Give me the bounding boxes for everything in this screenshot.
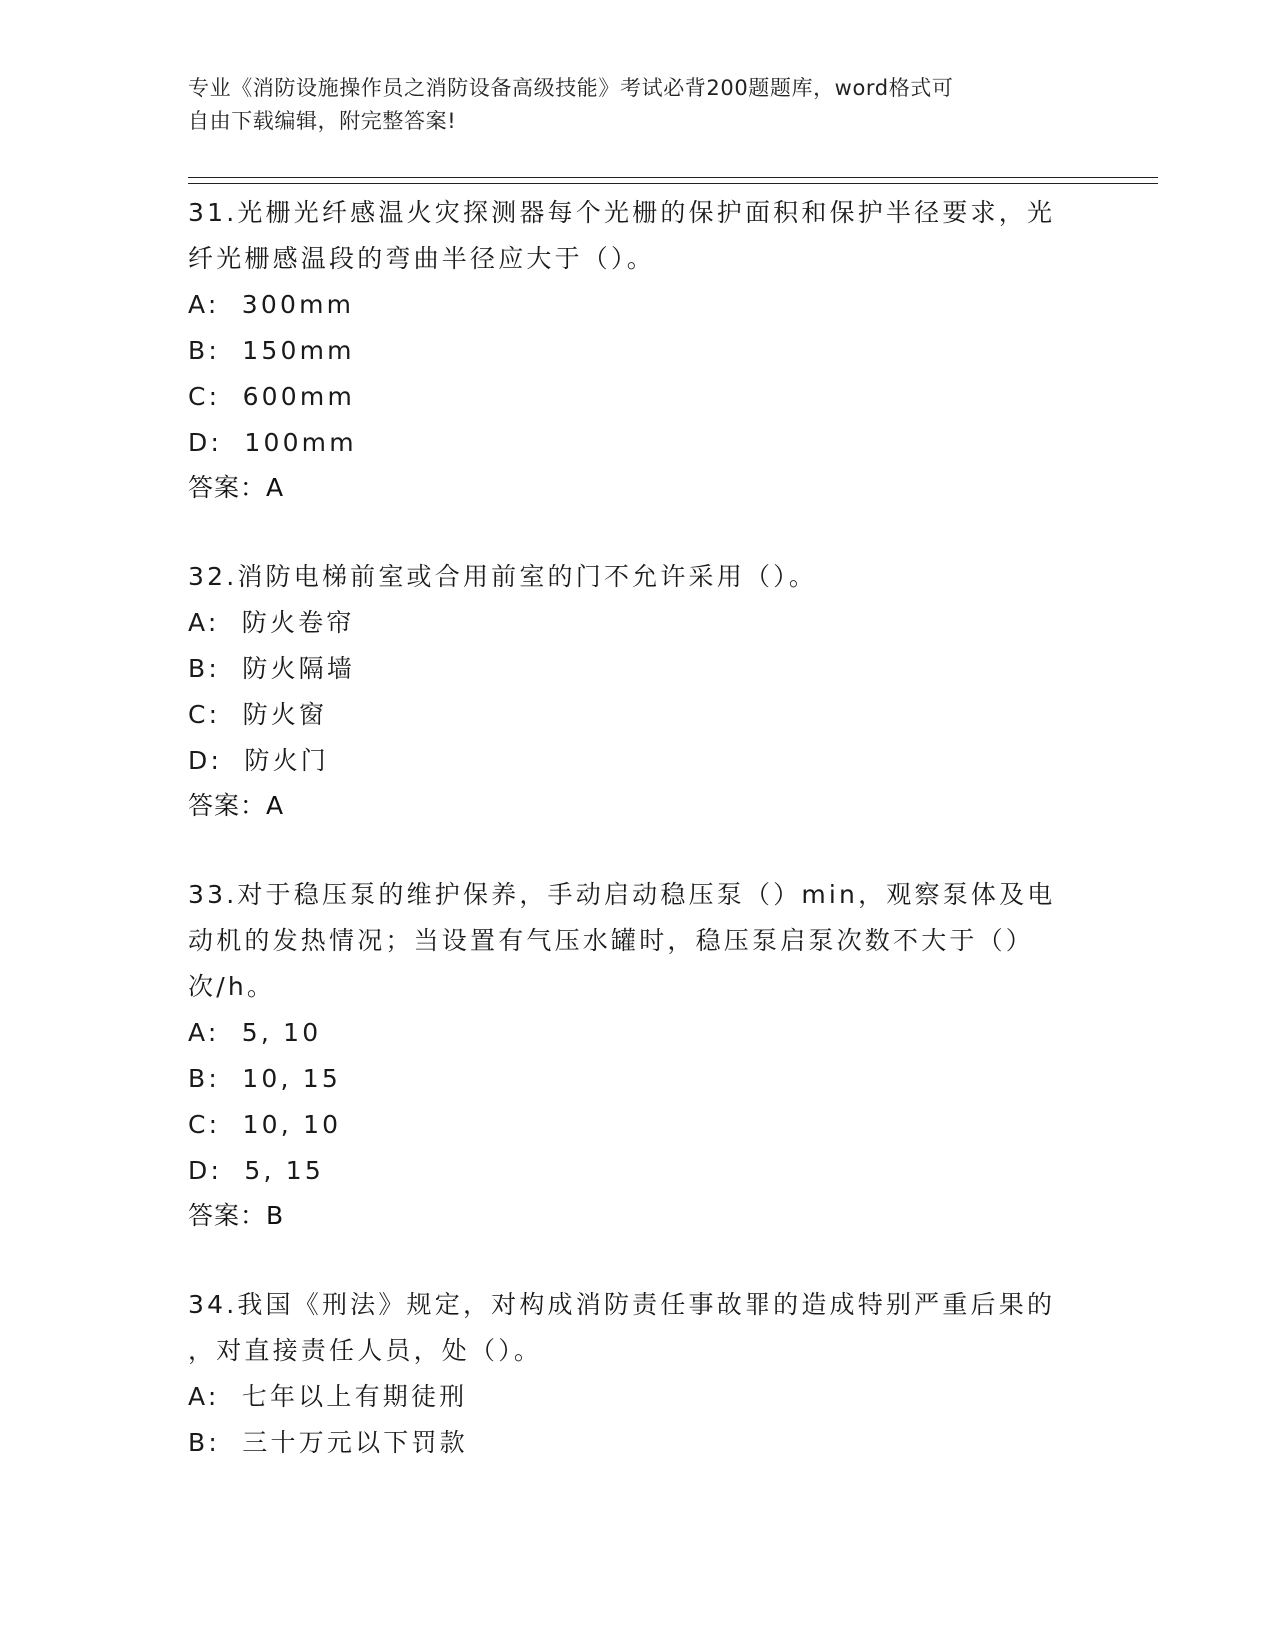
- question-list: [188, 190, 1088, 1466]
- option-a: A: 防火卷帘: [188, 608, 355, 637]
- option-d: D: 5, 15: [188, 1156, 324, 1185]
- header-divider-bottom: [188, 183, 1158, 184]
- question-stem-line: 纤光栅感温段的弯曲半径应大于（）。: [188, 244, 655, 273]
- header-divider-top: [188, 177, 1158, 178]
- question-stem-line: 32.消防电梯前室或合用前室的门不允许采用（）。: [188, 562, 818, 591]
- answer-label: 答案：A: [188, 473, 285, 502]
- question-33: [188, 872, 1088, 1238]
- option-c: C: 防火窗: [188, 700, 328, 729]
- question-31: [188, 190, 1088, 510]
- answer-label: 答案：B: [188, 1201, 285, 1230]
- answer-label: 答案：A: [188, 791, 285, 820]
- question-stem-line: 33.对于稳压泵的维护保养，手动启动稳压泵（）min，观察泵体及电: [188, 880, 1056, 909]
- option-b: B: 10, 15: [188, 1064, 341, 1093]
- question-stem-line: 34.我国《刑法》规定，对构成消防责任事故罪的造成特别严重后果的: [188, 1290, 1056, 1319]
- question-34: [188, 1282, 1088, 1466]
- question-stem-line: 31.光栅光纤感温火灾探测器每个光栅的保护面积和保护半径要求，光: [188, 198, 1056, 227]
- option-c: C: 600mm: [188, 382, 355, 411]
- option-d: D: 100mm: [188, 428, 357, 457]
- header-line-2: 自由下载编辑，附完整答案!: [188, 109, 457, 133]
- option-c: C: 10, 10: [188, 1110, 342, 1139]
- option-a: A: 七年以上有期徒刑: [188, 1382, 468, 1411]
- option-a: A: 5, 10: [188, 1018, 322, 1047]
- question-stem-line: 动机的发热情况；当设置有气压水罐时，稳压泵启泵次数不大于（）: [188, 926, 1035, 955]
- option-b: B: 150mm: [188, 336, 355, 365]
- header-line-1: 专业《消防设施操作员之消防设备高级技能》考试必背200题题库，word格式可: [188, 76, 954, 100]
- option-b: B: 防火隔墙: [188, 654, 356, 683]
- document-header: [188, 72, 1068, 138]
- option-d: D: 防火门: [188, 746, 329, 775]
- question-stem-line: ，对直接责任人员，处（）。: [188, 1336, 543, 1365]
- option-b: B: 三十万元以下罚款: [188, 1428, 468, 1457]
- question-stem-line: 次/h。: [188, 972, 276, 1001]
- question-32: [188, 554, 1088, 828]
- option-a: A: 300mm: [188, 290, 355, 319]
